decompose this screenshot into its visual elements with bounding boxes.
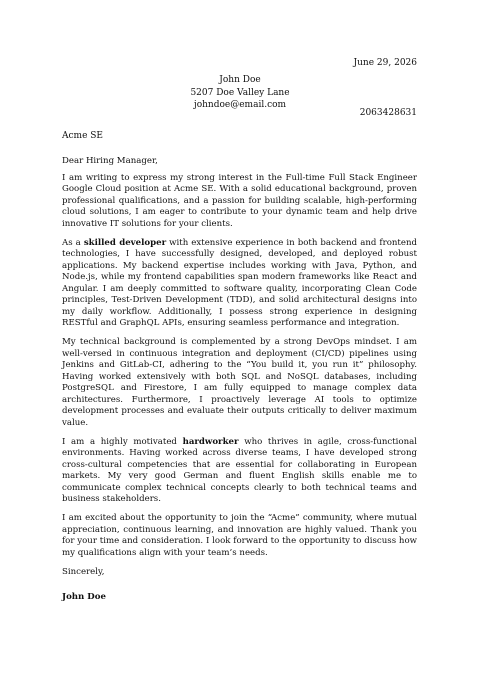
paragraph-skills-start: As a <box>62 237 84 248</box>
closing-phrase: Sincerely, <box>62 566 105 577</box>
hardworker-emphasis: hardworker <box>182 436 239 447</box>
sender-email: johndoe@email.com <box>193 100 287 110</box>
sender-name: John Doe <box>219 75 261 85</box>
recipient-name: Acme SE <box>62 131 103 141</box>
paragraph-skills <box>62 238 417 330</box>
salutation: Dear Hiring Manager, <box>62 156 158 166</box>
paragraph-teamwork-start: I am a highly motivated <box>62 436 183 447</box>
paragraph-closing: I am excited about the opportunity to join the “Acme” community, where mutual appreciation, continuous learning, and innovation are highly valued. Thank you for your time and consideration. I look forward to the opportunity to discuss how my qualifications align with your team’s needs. <box>62 513 417 558</box>
paragraph-skills-rest: with extensive experience in both backend and frontend technologies, I have successfully designed, developed, and deployed robust applications. My backend expertise includes working with Java, Python, and Node.js, while my frontend capabilities span modern frameworks like React and Angular. I am deeply committed to software quality, incorporating Clean Code principles, Test-Driven Development (TDD), and solid architectural designs into my daily workflow. Additionally, I possess strong experience in designing RESTful and GraphQL APIs, ensuring seamless performance and integration. <box>62 237 417 329</box>
sender-address: 5207 Doe Valley Lane <box>190 87 290 98</box>
signature-name: John Doe <box>62 592 106 603</box>
paragraph-teamwork-rest: who thrives in agile, cross-functional environments. Having worked across diverse teams, I have developed strong cross-cultural competencies that are essential for collaborating in European markets. My very good German and fluent English skills enable me to communicate complex technical concepts clearly to both technical teams and business stakeholders. <box>62 436 418 505</box>
paragraph-intro: I am writing to express my strong interest in the Full-time Full Stack Engineer Google Cloud position at Acme SE. With a solid educational background, proven professional qualifications, and a passion for building scalable, high-performing cloud solutions, I am eager to contribute to your dynamic team and help drive innovative IT solutions for your clients. <box>62 172 417 229</box>
paragraph-devops: My technical background is complemented by a strong DevOps mindset. I am well-versed in continuous integration and deployment (CI/CD) pipelines using Jenkins and GitLab-CI, adhering to the “You build it, you run it” philosophy. Having worked extensively with both SQL and NoSQL databases, including PostgreSQL and Firestore, I am fully equipped to manage complex data architectures. Furthermore, I proactively leverage AI tools to optimize development processes and evaluate their outputs critically to deliver maximum value. <box>62 337 417 428</box>
letter-body <box>62 156 417 604</box>
skilled-developer-emphasis: skilled developer <box>83 237 167 248</box>
letter-date: June 29, 2026 <box>353 58 417 68</box>
paragraph-teamwork <box>62 437 417 506</box>
sender-block <box>0 74 480 112</box>
sender-phone: 2063428631 <box>359 108 417 118</box>
